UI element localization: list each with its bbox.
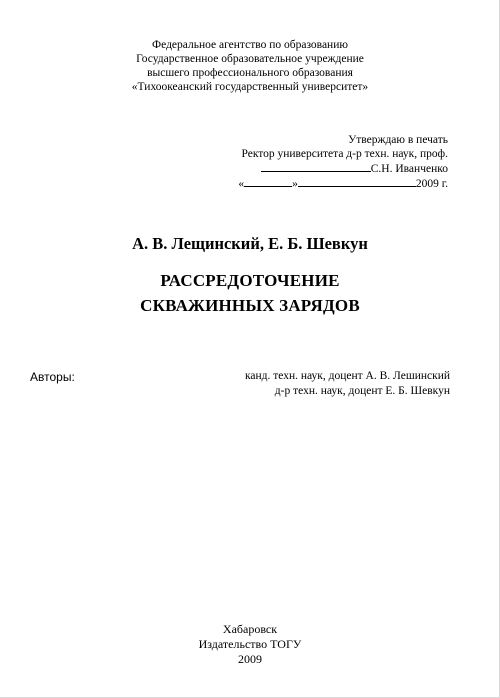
footer-publisher: Издательство ТОГУ [198,637,302,651]
organization-line: Федеральное агентство по образованию [152,39,348,51]
date-open-quote: « [238,178,245,190]
title-line: РАССРЕДОТОЧЕНИЕ [160,271,340,290]
signatory-name: С.Н. Иванченко [370,163,448,175]
organization-line: «Тихоокеанский государственный университет» [131,81,369,93]
organization-line: высшего профессионального образования [147,67,353,79]
signature-blank [261,161,371,172]
organization-block [0,38,500,94]
authors-label: Авторы: [30,370,75,384]
footer-year: 2009 [238,652,262,666]
author-entry: канд. техн. наук, доцент А. В. Лешинский [244,370,450,382]
approval-line: Ректор университета д-р техн. наук, проф. [241,148,448,160]
approval-block [238,133,448,191]
date-line [238,176,448,191]
month-blank [298,176,416,187]
document-title [0,268,500,318]
date-close-quote: » [292,178,298,190]
approval-line: Утверждаю в печать [348,134,448,146]
signature-line [238,161,448,176]
footer-city: Хабаровск [222,622,278,636]
date-year: 2009 г. [415,178,448,190]
day-blank [244,176,292,187]
organization-line: Государственное образовательное учреждение [136,53,364,65]
authors-list [245,369,450,399]
author-entry: д-р техн. наук, доцент Е. Б. Шевкун [274,385,450,397]
title-line: СКВАЖИННЫХ ЗАРЯДОВ [140,296,360,315]
authors-header: А. В. Лещинский, Е. Б. Шевкун [132,234,368,253]
publication-footer [0,622,500,667]
